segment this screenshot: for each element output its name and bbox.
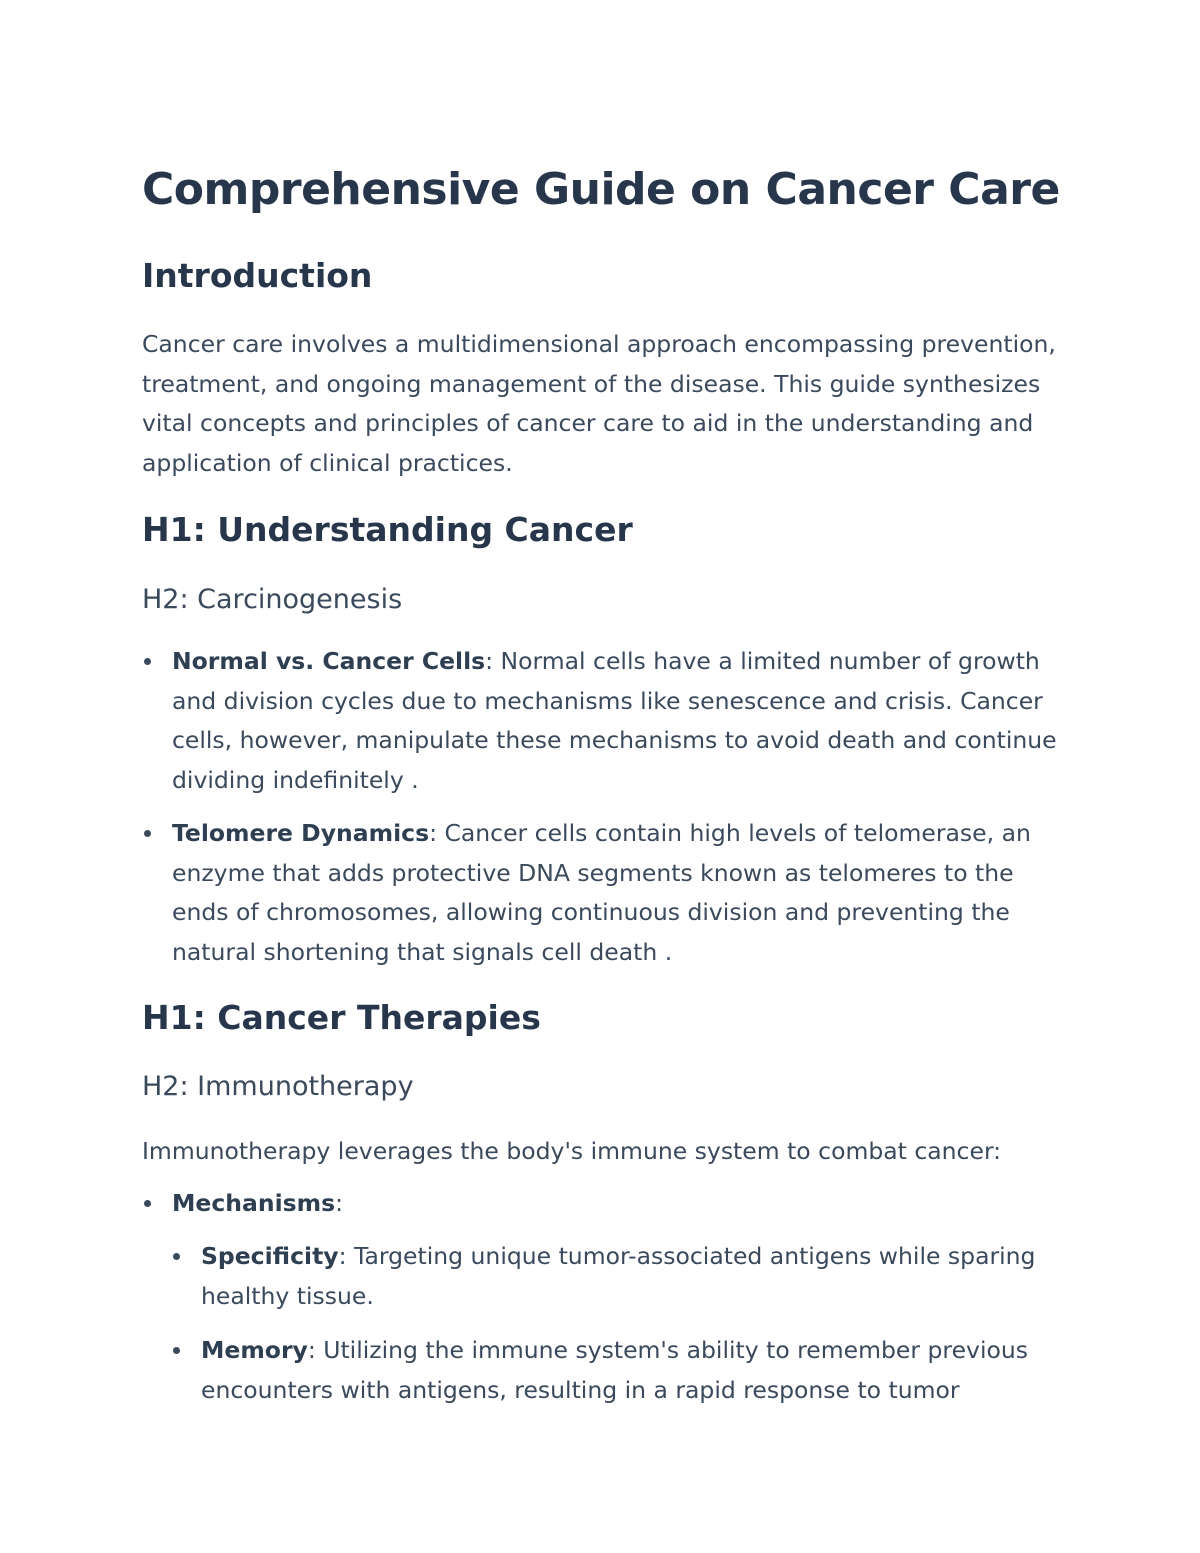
subsection-heading-immunotherapy: H2: Immunotherapy [142,1071,414,1102]
bullet-icon [144,830,151,837]
section-heading-cancer-therapies: H1: Cancer Therapies [142,998,541,1037]
list-item-text: : Targeting unique tumor-associated antigens while sparing healthy tissue. [201,1242,1036,1310]
list-item-text: : Normal cells have a limited number of growth and division cycles due to mechanisms like senescence and crisis. Cancer cells, however, manipulate these mechanisms to avoid death and continue dividing indefinitely . [172,647,1057,795]
bullet-icon [144,1200,151,1207]
list-item-text: : [335,1189,344,1217]
list-item-term: Specificity [201,1242,339,1270]
list-item-text: : Cancer cells contain high levels of telomerase, an enzyme that adds protective DNA segments known as telomeres to the ends of chromosomes, allowing continuous division and preventing the natural shortening that signals cell death . [172,819,1031,967]
list-item-specificity [201,1237,1072,1316]
list-item-term: Normal vs. Cancer Cells [172,647,486,675]
list-item-telomere-dynamics [172,814,1072,973]
list-item-normal-vs-cancer-cells [172,642,1072,801]
bullet-icon [173,1253,180,1260]
introduction-paragraph: Cancer care involves a multidimensional approach encompassing prevention, treatment, and ongoing management of the disease. This guide synthesizes vital concepts and principles of cancer care to aid in the understanding and application of clinical practices. [142,330,1056,478]
list-item-term: Mechanisms [172,1189,336,1217]
section-heading-understanding-cancer: H1: Understanding Cancer [142,510,633,549]
list-item-text: : Utilizing the immune system's ability to remember previous encounters with antigens, resulting in a rapid response to tumor [201,1336,1028,1404]
bullet-icon [144,658,151,665]
introduction-heading: Introduction [142,256,373,295]
list-item-memory [201,1331,1072,1410]
document-title: Comprehensive Guide on Cancer Care [142,164,1060,215]
bullet-icon [173,1347,180,1354]
list-item-term: Telomere Dynamics [172,819,430,847]
list-item-mechanisms [172,1184,1072,1224]
immunotherapy-intro-paragraph: Immunotherapy leverages the body's immune system to combat cancer: [142,1137,1002,1165]
list-item-term: Memory [201,1336,308,1364]
subsection-heading-carcinogenesis: H2: Carcinogenesis [142,584,403,615]
